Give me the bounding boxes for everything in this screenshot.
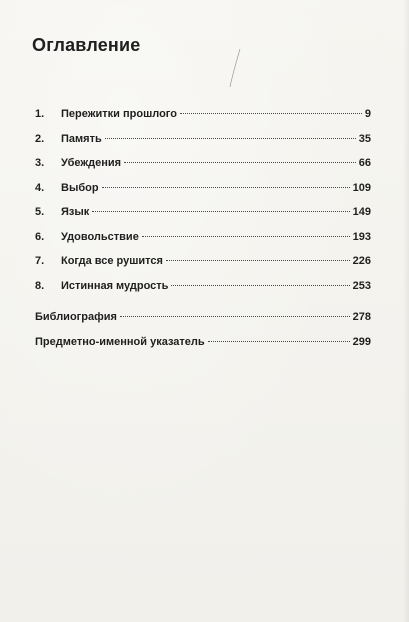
chapter-number: 8. [35,279,45,292]
toc-entry-index [35,336,371,361]
dot-leader [120,316,350,317]
toc-entry [35,133,371,158]
dot-leader [92,211,349,212]
dot-leader [142,236,350,237]
toc-entry [35,108,371,133]
chapter-number: 5. [35,206,45,218]
chapter-title: Выбор [61,181,99,194]
toc-entry [35,280,371,305]
page-number: 299 [352,335,371,348]
toc-entry [35,182,371,207]
dot-leader [124,162,356,163]
page-number: 109 [352,181,371,194]
chapter-title: Убеждения [61,157,122,169]
chapter-number: 7. [35,255,45,267]
back-matter-title: Библиография [35,311,117,323]
chapter-number: 2. [35,132,45,145]
page-number: 193 [352,230,371,243]
page-number: 149 [352,206,371,218]
chapter-number: 6. [35,230,45,243]
page-edge-shadow [403,0,409,622]
toc-back-matter-list [35,311,371,360]
chapter-title: Память [61,132,102,145]
dot-leader [208,341,350,342]
chapter-title: Удовольствие [61,230,139,243]
chapter-number: 1. [35,108,45,120]
dot-leader [180,113,362,114]
toc-entry-bibliography [35,311,371,336]
chapter-title: Язык [61,206,90,218]
dot-leader [166,260,350,261]
toc-entry [35,206,371,231]
back-matter-title: Предметно-именной указатель [35,335,205,348]
dot-leader [171,285,349,286]
dot-leader [102,187,350,188]
page-number: 253 [352,279,371,292]
page-number: 226 [352,255,371,267]
chapter-title: Истинная мудрость [61,279,169,292]
toc-entry [35,157,371,182]
page-number: 66 [358,157,371,169]
toc-title: Оглавление [32,35,141,55]
page-number: 9 [364,108,371,120]
dot-leader [105,138,356,139]
toc-entry [35,231,371,256]
chapter-title: Когда все рушится [61,255,163,267]
toc-chapter-list [35,108,371,304]
chapter-number: 3. [35,157,45,169]
pen-stroke-mark [228,48,242,88]
chapter-title: Пережитки прошлого [61,108,177,120]
chapter-number: 4. [35,181,45,194]
toc-entry [35,255,371,280]
page-number: 35 [358,132,371,145]
page-number: 278 [352,311,371,323]
